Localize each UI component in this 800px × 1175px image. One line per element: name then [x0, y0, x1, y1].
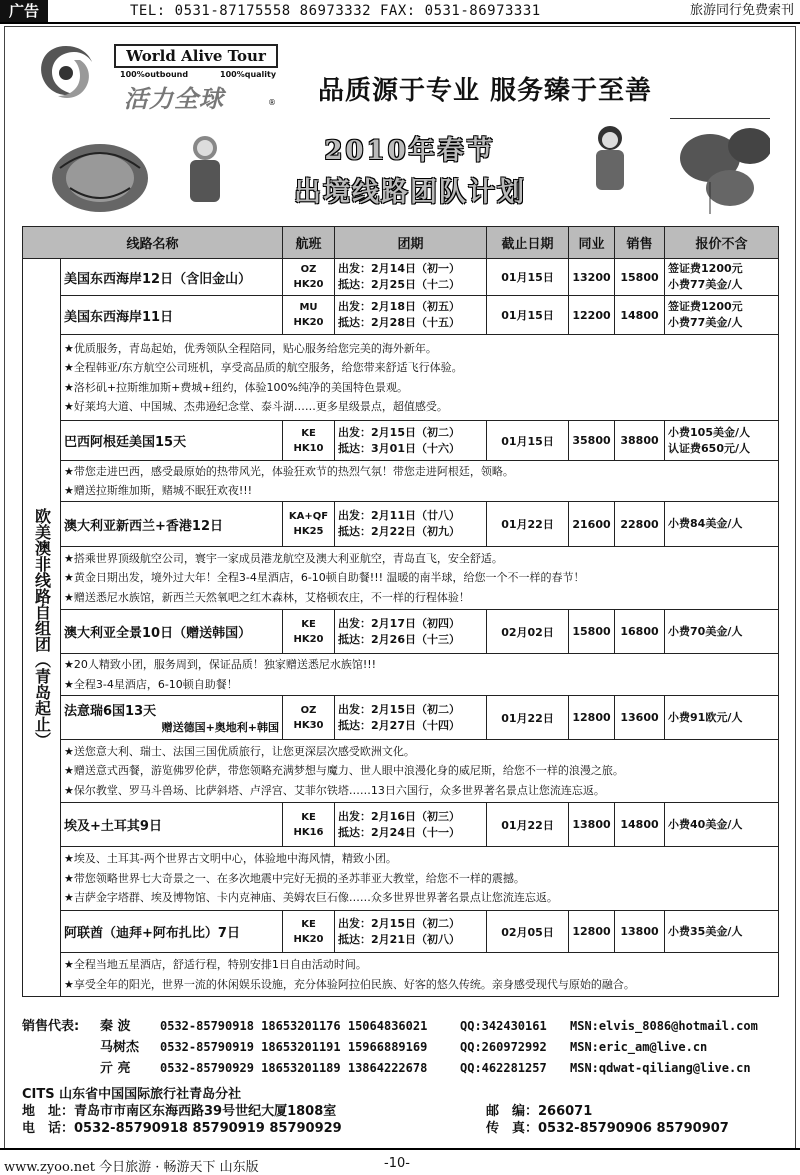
route-name: 埃及+土耳其9日 — [61, 803, 283, 847]
dates-cell: 出发：2月17日（初四） 抵达：2月26日（十三） — [335, 610, 487, 654]
route-table — [22, 226, 779, 997]
header-flight: 航班 — [283, 227, 335, 259]
notes-row — [23, 547, 779, 610]
deadline: 01月22日 — [487, 502, 569, 547]
brand-logo — [34, 36, 284, 113]
agency-address: 地 址：青岛市市南区东海西路39号世纪大厦1808室 — [22, 1104, 337, 1119]
route-name: 澳大利亚新西兰+香港12日 — [61, 502, 283, 547]
deadline: 01月22日 — [487, 696, 569, 740]
brand-english: World Alive Tour — [114, 44, 278, 68]
dates-cell: 出发：2月18日（初五） 抵达：2月28日（十五） — [335, 296, 487, 335]
rep-qq: QQ:260972992 — [460, 1040, 547, 1054]
flight-code: KE HK20 — [283, 911, 335, 953]
sale-price: 13600 — [615, 696, 665, 740]
sales-label: 销售代表: — [22, 1019, 80, 1034]
brand-tagline-2: 100%quality — [220, 70, 277, 79]
sales-row — [22, 1037, 782, 1058]
sale-price: 13800 — [615, 911, 665, 953]
cabbage-icon — [52, 144, 148, 212]
agency-info — [22, 1086, 342, 1137]
trade-price: 21600 — [569, 502, 615, 547]
swirl-logo-icon — [34, 40, 98, 102]
region-label: 欧美澳非线路自组团（青岛起止） — [23, 259, 61, 997]
notes-row — [23, 847, 779, 911]
table-row — [23, 502, 779, 547]
route-notes: ★20人精致小团，服务周到，保证品质！独家赠送悉尼水族馆!!! ★全程3-4星酒店，6-10顿自助餐！ — [61, 654, 779, 696]
deadline: 01月15日 — [487, 259, 569, 296]
rep-msn: MSN:eric_am@live.cn — [570, 1040, 708, 1054]
route-name: 巴西阿根廷美国15天 — [61, 421, 283, 461]
header-trade: 同业 — [569, 227, 615, 259]
price-exclusions: 小费105美金/人 认证费650元/人 — [665, 421, 779, 461]
rep-qq: QQ:462281257 — [460, 1061, 547, 1075]
route-name: 法意瑞6国13天 赠送德国+奥地利+韩国 — [61, 696, 283, 740]
child-figure-icon — [190, 136, 220, 202]
ad-tag: 广告 — [0, 0, 48, 22]
agency-name: CITS 山东省中国国际旅行社青岛分社 — [22, 1087, 242, 1102]
flight-code: MU HK20 — [283, 296, 335, 335]
deadline: 02月02日 — [487, 610, 569, 654]
sale-price: 16800 — [615, 610, 665, 654]
price-exclusions: 小费70美金/人 — [665, 610, 779, 654]
footer-site: www.zyoo.net 今日旅游 · 畅游天下 山东版 — [4, 1160, 259, 1175]
rep-name: 亓 亮 — [100, 1061, 131, 1076]
route-bonus: 赠送德国+奥地利+韩国 — [161, 721, 280, 734]
trade-price: 15800 — [569, 610, 615, 654]
route-notes: ★搭乘世界顶级航空公司，寰宇一家成员港龙航空及澳大利亚航空，青岛直飞，安全舒适。 ★黄金日期出发，境外过大年！全程3-4星酒店，6-10顿自助餐!!! 温暖的南半球，给您一个不一样的春节！ ★赠送悉尼水族馆，新西兰天然氧吧之红木森林，艾格顿农庄，不一样的行程体验！ — [61, 547, 779, 610]
route-notes: ★带您走进巴西，感受最原始的热带风光，体验狂欢节的热烈气氛！带您走进阿根廷，领略。 ★赠送拉斯维加斯，赌城不眠狂欢夜!!! — [61, 461, 779, 502]
notes-row — [23, 740, 779, 803]
flight-code: OZ HK30 — [283, 696, 335, 740]
sales-row — [22, 1016, 782, 1037]
dates-cell: 出发：2月14日（初一） 抵达：2月25日（十二） — [335, 259, 487, 296]
price-exclusions: 小费84美金/人 — [665, 502, 779, 547]
slogan: 品质源于专业 服务臻于至善 — [318, 76, 653, 106]
trade-price: 13200 — [569, 259, 615, 296]
header-deadline: 截止日期 — [487, 227, 569, 259]
table-row — [23, 296, 779, 335]
notes-row — [23, 461, 779, 502]
rep-name: 马树杰 — [100, 1040, 140, 1055]
header-sale: 销售 — [615, 227, 665, 259]
page-number: -10- — [384, 1156, 410, 1171]
lantern-icon — [670, 118, 770, 214]
route-notes: ★送您意大利、瑞士、法国三国优质旅行，让您更深层次感受欧洲文化。 ★赠送意式西餐，游览佛罗伦萨，带您领略充满梦想与魔力、世人眼中浪漫化身的威尼斯，给您不一样的浪漫之旅。 ★保尔教堂、罗马斗兽场、比萨斜塔、卢浮宫、艾菲尔铁塔……13日六国行，众多世界著名景点让您流连忘返。 — [61, 740, 779, 803]
dates-cell: 出发：2月16日（初三） 抵达：2月24日（十一） — [335, 803, 487, 847]
rep-phones: 0532-85790918 18653201176 15064836021 — [160, 1019, 428, 1033]
sale-price: 15800 — [615, 259, 665, 296]
route-name: 美国东西海岸11日 — [61, 296, 283, 335]
flight-code: KE HK16 — [283, 803, 335, 847]
dates-cell: 出发：2月15日（初二） 抵达：2月21日（初八） — [335, 911, 487, 953]
table-row — [23, 610, 779, 654]
agency-fax: 传 真：0532-85790906 85790907 — [486, 1121, 729, 1136]
rep-msn: MSN:elvis_8086@hotmail.com — [570, 1019, 758, 1033]
route-notes: ★优质服务，青岛起始，优秀领队全程陪同，贴心服务给您完美的海外新年。 ★全程韩亚/东方航空公司班机，享受高品质的航空服务，给您带来舒适飞行体验。 ★洛杉矶+拉斯维加斯+费城+纽约，体验100%纯净的美国特色景观。 ★好莱坞大道、中国城、杰弗逊纪念堂、泰斗湖……更多星级景点，超值感受。 — [61, 335, 779, 421]
sales-contacts — [22, 1016, 782, 1079]
top-contact: TEL: 0531-87175558 86973332 FAX: 0531-86973331 — [130, 3, 541, 19]
brand-tagline-1: 100%outbound — [120, 70, 189, 79]
agency-zip: 邮 编：266071 — [486, 1104, 593, 1119]
sales-row — [22, 1058, 782, 1079]
trade-price: 13800 — [569, 803, 615, 847]
table-row — [23, 421, 779, 461]
rep-qq: QQ:342430161 — [460, 1019, 547, 1033]
trade-price: 12800 — [569, 696, 615, 740]
flight-code: KE HK10 — [283, 421, 335, 461]
dates-cell: 出发：2月15日（初二） 抵达：3月01日（十六） — [335, 421, 487, 461]
table-row — [23, 803, 779, 847]
deadline: 01月22日 — [487, 803, 569, 847]
sale-price: 22800 — [615, 502, 665, 547]
table-row — [23, 911, 779, 953]
header-dates: 团期 — [335, 227, 487, 259]
rep-msn: MSN:qdwat-qiliang@live.cn — [570, 1061, 751, 1075]
sale-price: 14800 — [615, 296, 665, 335]
agency-phone: 电 话：0532-85790918 85790919 85790929 — [22, 1121, 342, 1136]
rep-phones: 0532-85790919 18653201191 15966889169 — [160, 1040, 428, 1054]
page-footer — [0, 1148, 800, 1174]
route-name: 美国东西海岸12日（含旧金山） — [61, 259, 283, 296]
table-row — [23, 696, 779, 740]
price-exclusions: 签证费1200元 小费77美金/人 — [665, 259, 779, 296]
notes-row — [23, 335, 779, 421]
price-exclusions: 小费35美金/人 — [665, 911, 779, 953]
deadline: 01月15日 — [487, 296, 569, 335]
plan-title: 出境线路团队计划 — [294, 177, 526, 208]
trade-price: 12200 — [569, 296, 615, 335]
route-notes: ★埃及、土耳其-两个世界古文明中心，体验地中海风情，精致小团。 ★带您领略世界七大奇景之一、在多次地震中完好无损的圣苏菲亚大教堂，给您不一样的震撼。 ★吉萨金字塔群、埃及博物馆、卡内克神庙、美姆农巨石像……众多世界世界著名景点让您流连忘返。 — [61, 847, 779, 911]
flight-code: OZ HK20 — [283, 259, 335, 296]
price-exclusions: 小费91欧元/人 — [665, 696, 779, 740]
sale-price: 14800 — [615, 803, 665, 847]
header-route: 线路名称 — [23, 227, 283, 259]
trade-price: 35800 — [569, 421, 615, 461]
route-notes: ★全程当地五星酒店，舒适行程，特别安排1日自由活动时间。 ★享受全年的阳光，世界一流的休闲娱乐设施，充分体验阿拉伯民族、好客的悠久传统。亲身感受现代与原始的融合。 — [61, 953, 779, 997]
table-header — [23, 227, 779, 259]
price-exclusions: 小费40美金/人 — [665, 803, 779, 847]
dates-cell: 出发：2月15日（初二） 抵达：2月27日（十四） — [335, 696, 487, 740]
sale-price: 38800 — [615, 421, 665, 461]
flight-code: KA+QF HK25 — [283, 502, 335, 547]
deadline: 02月05日 — [487, 911, 569, 953]
top-bar — [0, 0, 800, 24]
rep-phones: 0532-85790929 18653201189 13864222678 — [160, 1061, 428, 1075]
route-name: 阿联酋（迪拜+阿布扎比）7日 — [61, 911, 283, 953]
notes-row — [23, 654, 779, 696]
dates-cell: 出发：2月11日（廿八） 抵达：2月22日（初九） — [335, 502, 487, 547]
brand-chinese: 活力全球 — [124, 85, 224, 113]
rep-name: 秦 波 — [100, 1019, 131, 1034]
price-exclusions: 签证费1200元 小费77美金/人 — [665, 296, 779, 335]
girl-figure-icon — [596, 126, 624, 190]
agency-info-right — [486, 1103, 729, 1137]
table-row — [23, 259, 779, 296]
deadline: 01月15日 — [487, 421, 569, 461]
route-name: 澳大利亚全景10日（赠送韩国） — [61, 610, 283, 654]
year-title: 2010年春节 — [324, 136, 496, 166]
flight-code: KE HK20 — [283, 610, 335, 654]
trade-price: 12800 — [569, 911, 615, 953]
header-price: 报价不含 — [665, 227, 779, 259]
registered-mark: ® — [268, 98, 276, 107]
top-right-note: 旅游同行免费索刊 — [689, 3, 794, 18]
notes-row — [23, 953, 779, 997]
